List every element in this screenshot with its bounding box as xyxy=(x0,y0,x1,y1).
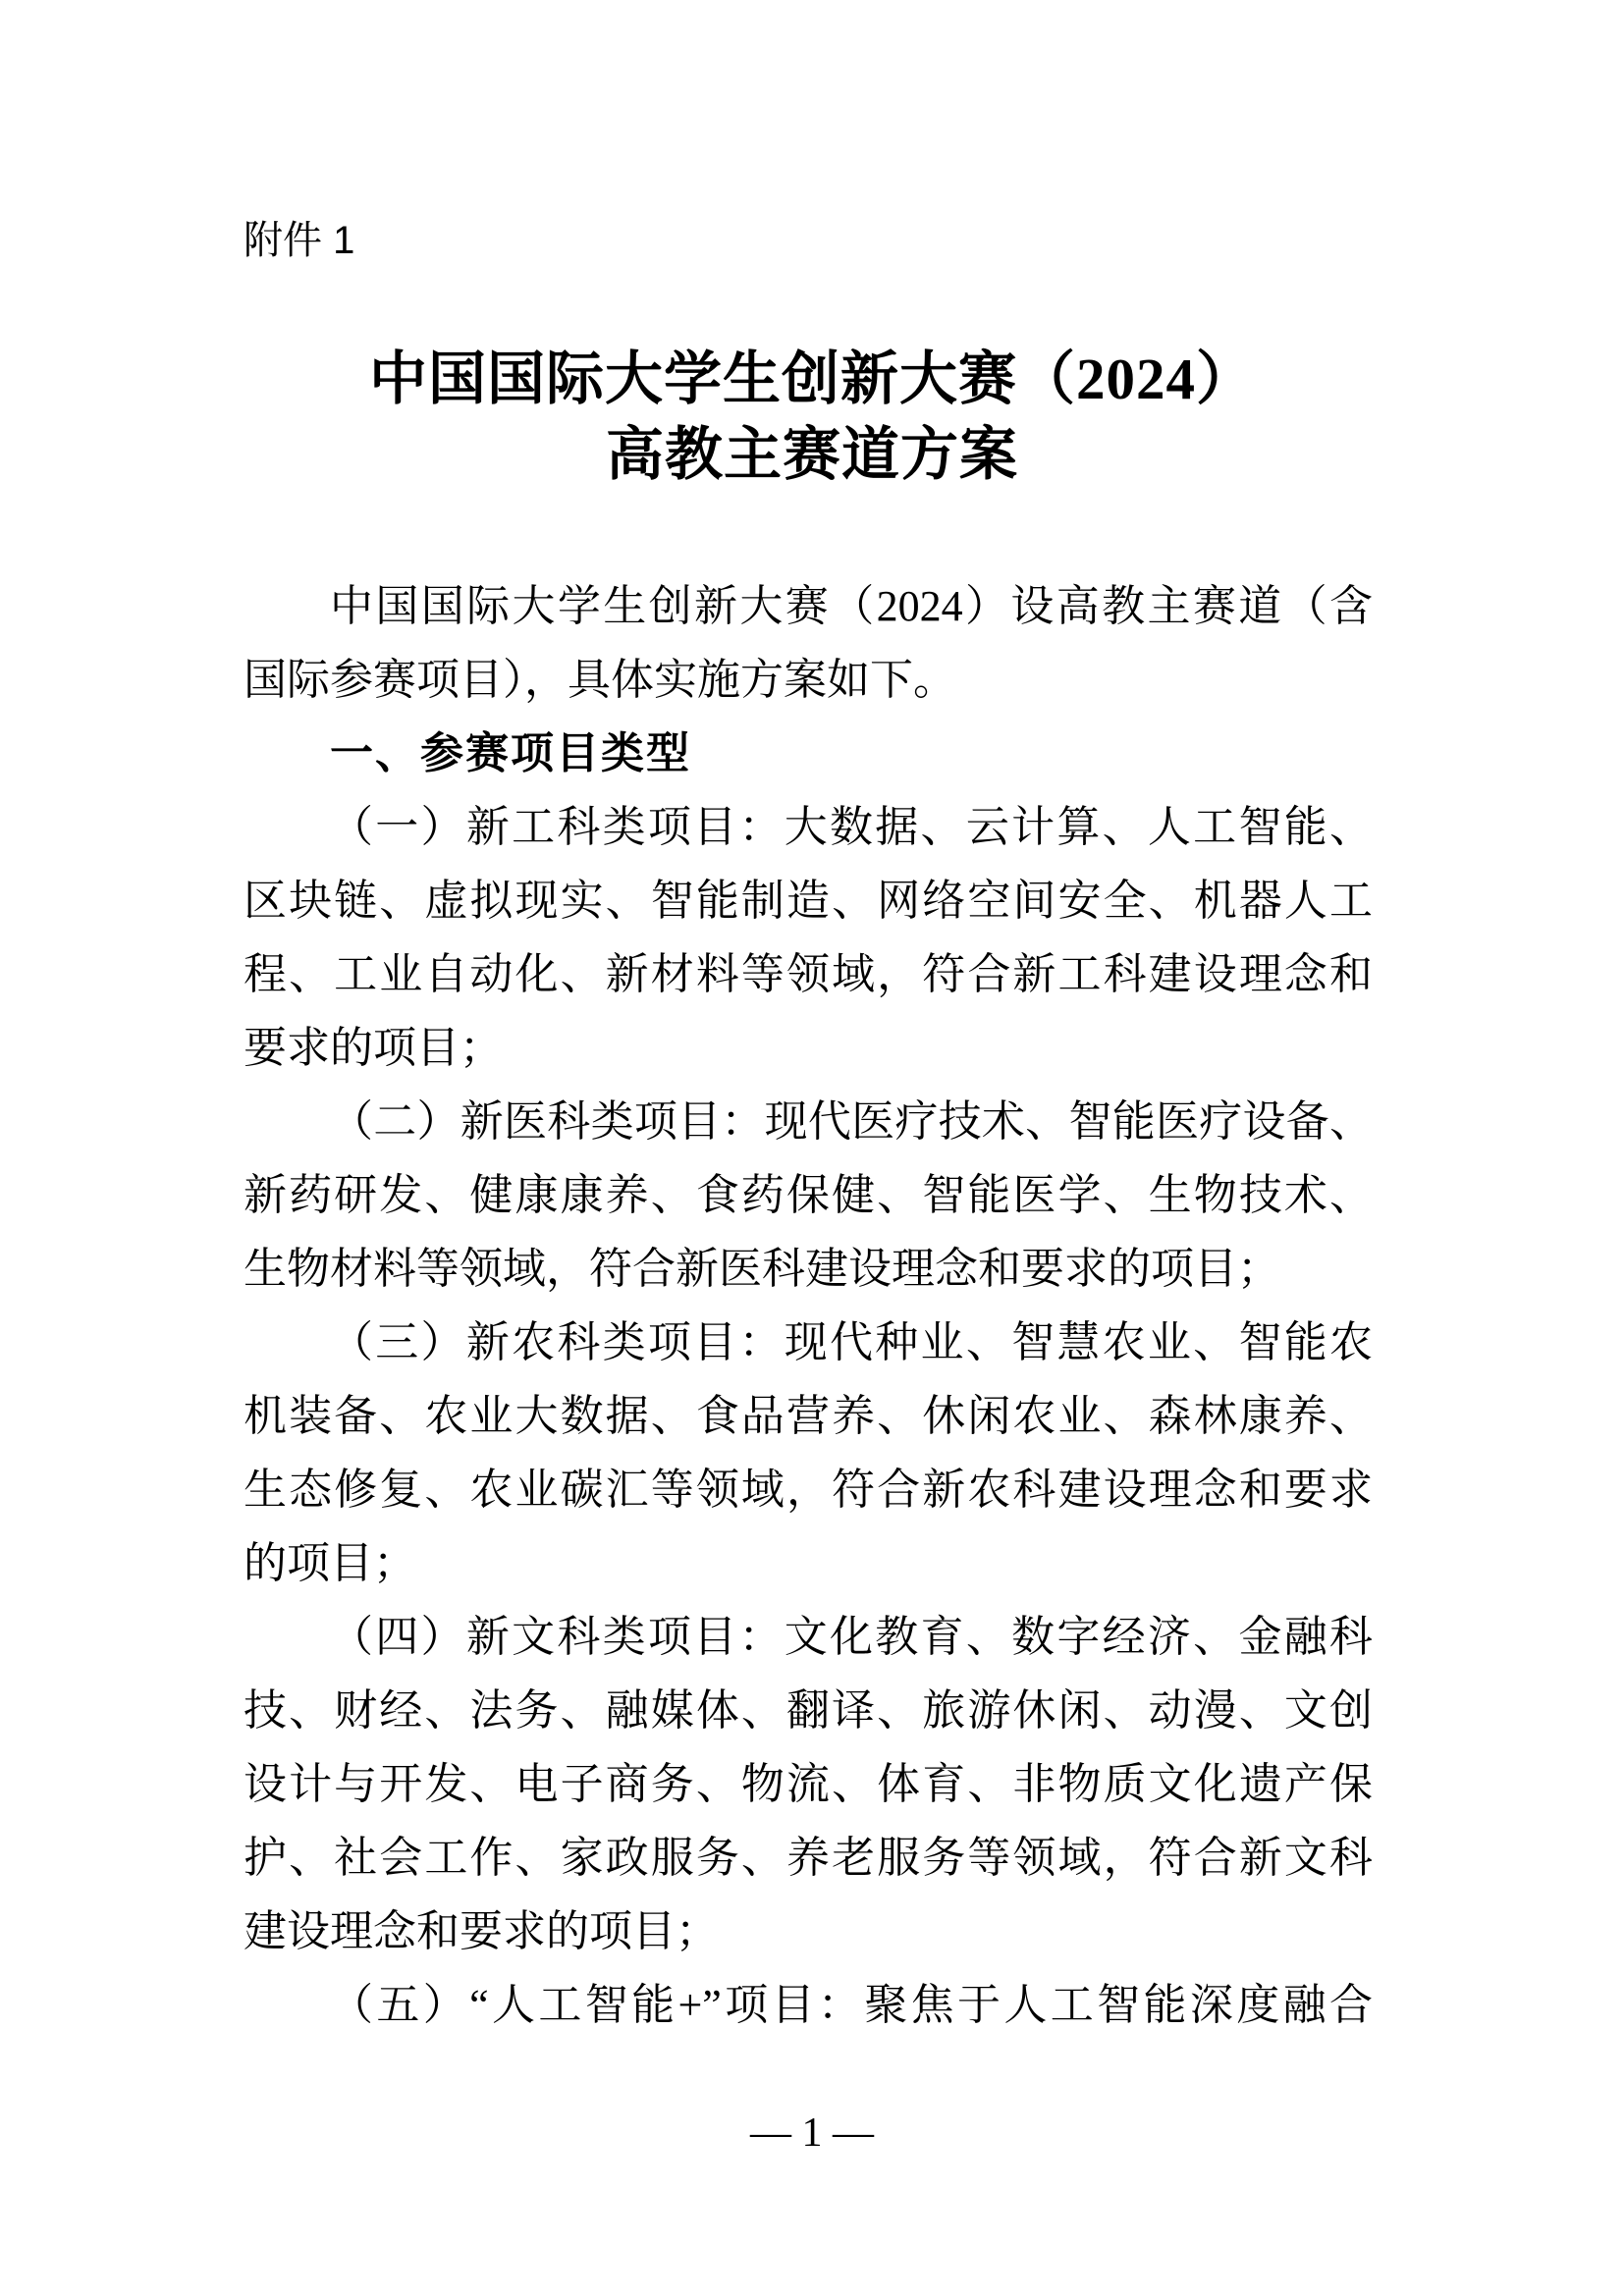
body-line: （四）新文科类项目：文化教育、数字经济、金融科 xyxy=(330,1613,1373,1661)
body-line: 程、工业自动化、新材料等领域，符合新工科建设理念和 xyxy=(244,950,1373,998)
body-line: 设计与开发、电子商务、物流、体育、非物质文化遗产保 xyxy=(244,1760,1373,1808)
page-number: — 1 — xyxy=(750,2110,874,2156)
title-line-1: 中国国际大学生创新大赛（2024） xyxy=(368,347,1255,411)
section-heading: 一、参赛项目类型 xyxy=(330,729,691,777)
body-line: （三）新农科类项目：现代种业、智慧农业、智能农 xyxy=(330,1318,1373,1366)
attachment-label: 附件 1 xyxy=(244,219,355,262)
body-line: 的项目； xyxy=(244,1539,416,1587)
body-line: （五）“人工智能+”项目：聚焦于人工智能深度融合 xyxy=(330,1981,1373,2029)
document-body xyxy=(244,569,1373,2042)
body-line: 技、财经、法务、融媒体、翻译、旅游休闲、动漫、文创 xyxy=(244,1686,1373,1735)
body-line: （二）新医科类项目：现代医疗技术、智能医疗设备、 xyxy=(330,1097,1373,1146)
body-line: 新药研发、健康康养、食药保健、智能医学、生物技术、 xyxy=(244,1171,1373,1219)
body-line: 生物材料等领域，符合新医科建设理念和要求的项目； xyxy=(244,1245,1280,1293)
body-line: （一）新工科类项目：大数据、云计算、人工智能、 xyxy=(330,803,1373,851)
body-line: 机装备、农业大数据、食品营养、休闲农业、森林康养、 xyxy=(244,1392,1373,1440)
body-line: 生态修复、农业碳汇等领域，符合新农科建设理念和要求 xyxy=(244,1466,1373,1514)
body-line: 建设理念和要求的项目； xyxy=(244,1907,719,1955)
body-line: 中国国际大学生创新大赛（2024）设高教主赛道（含 xyxy=(330,582,1373,630)
body-line: 国际参赛项目），具体实施方案如下。 xyxy=(244,656,956,704)
body-line: 要求的项目； xyxy=(244,1024,503,1072)
document-title xyxy=(0,342,1624,493)
body-line: 护、社会工作、家政服务、养老服务等领域，符合新文科 xyxy=(244,1834,1373,1882)
body-line: 区块链、虚拟现实、智能制造、网络空间安全、机器人工 xyxy=(244,877,1373,925)
title-line-2: 高教主赛道方案 xyxy=(605,422,1018,487)
